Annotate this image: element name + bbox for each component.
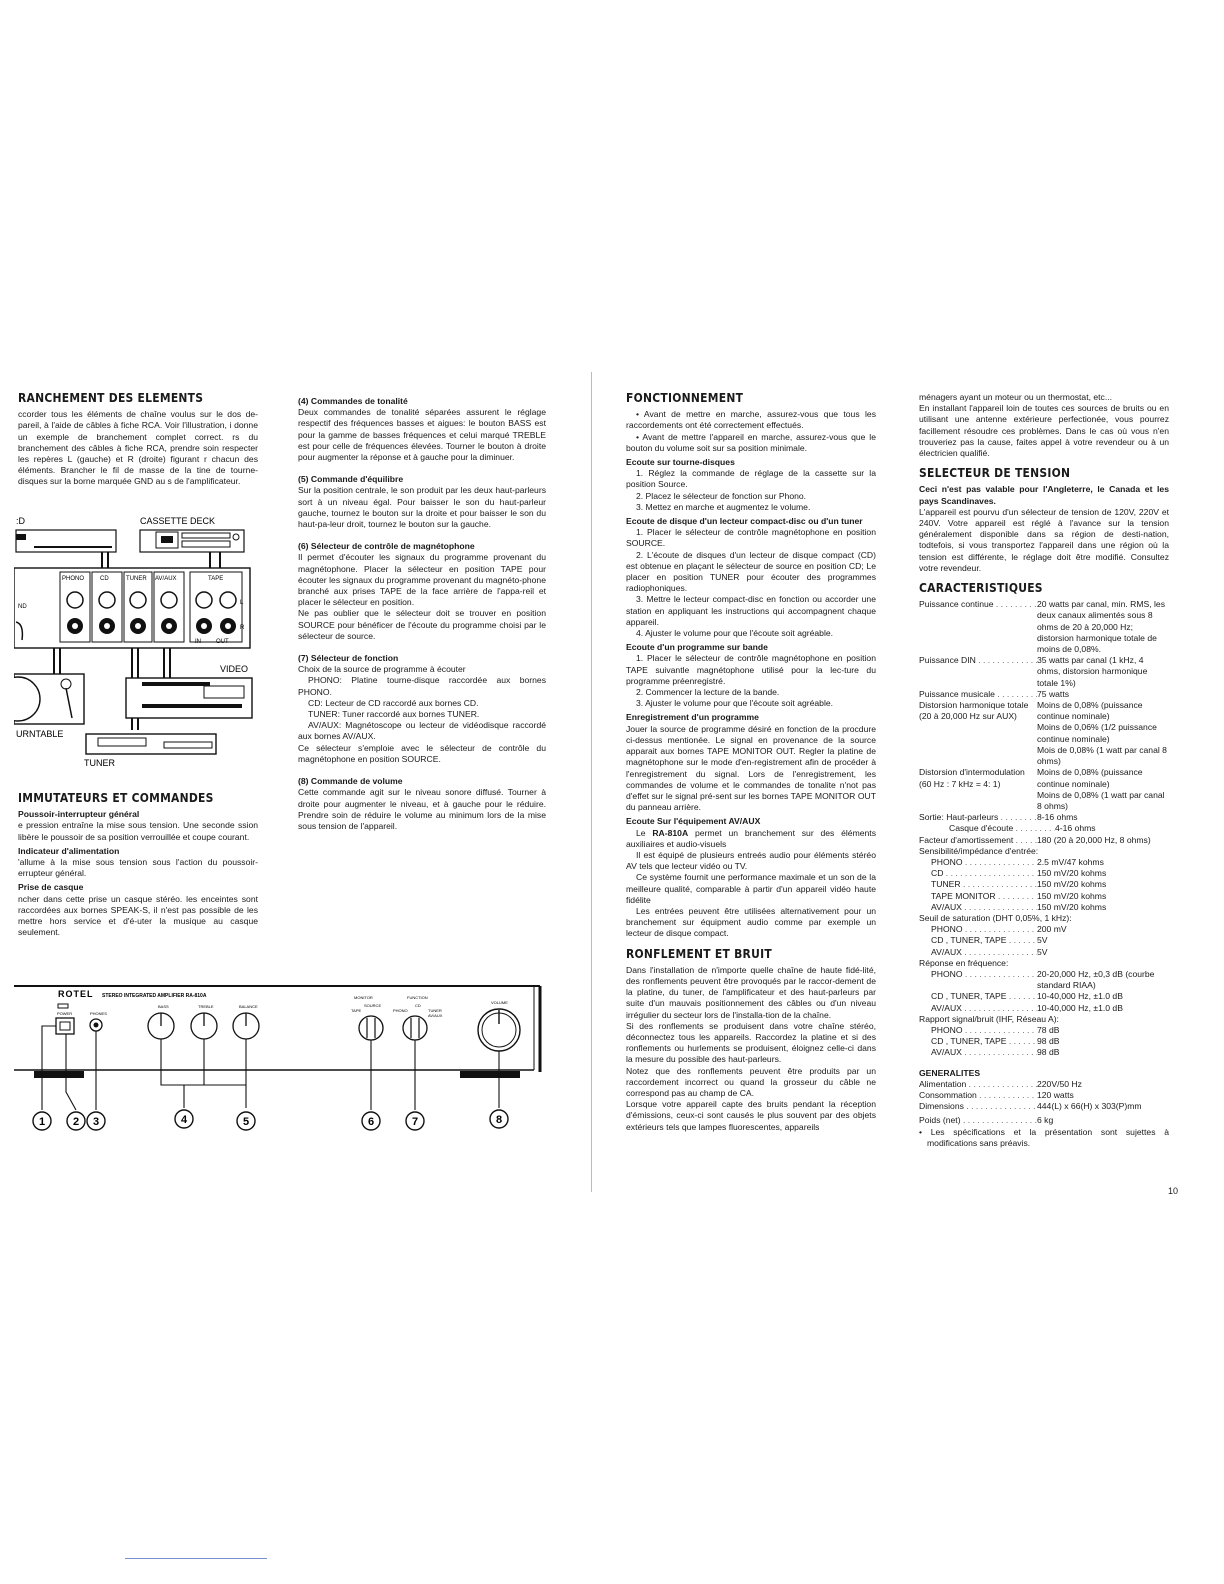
- spec-key: Consommation . . .: [919, 1090, 1037, 1101]
- spec-value: Moins de 0,08% (1 watt par canal 8 ohms): [1037, 789, 1165, 811]
- callout-8: 8: [495, 1114, 503, 1126]
- step: 1. Réglez la commande de réglage de la cassette sur la position Source.: [626, 468, 876, 490]
- source-label: SOURCE: [364, 1003, 382, 1008]
- ronflement-p3: Notez que des ronflements peuvent être produits par un raccordement incorrect ou quand la grosseur du câble ne correspond pas au champ de CA.: [626, 1065, 876, 1098]
- spec-key-block: [919, 767, 1037, 812]
- spec-row: [919, 1047, 1169, 1058]
- spec-row: [919, 1025, 1169, 1036]
- spec-key: Poids (net) . . .: [919, 1115, 1037, 1126]
- step: 1. Placer le sélecteur de contrôle magnétophone en position SOURCE.: [626, 527, 876, 549]
- callout-2: 2: [72, 1116, 80, 1128]
- spec-value: 5V: [1037, 946, 1048, 957]
- spec-key: AV/AUX . . .: [919, 947, 1037, 958]
- poussoir-text: e pression entraîne la mise sous tension. Une seconde ssion libère le poussoir de sa position verrouillée et coupe courant.: [18, 820, 258, 842]
- fonctionnement-column: [626, 392, 876, 1133]
- spec-key-block: [919, 700, 1037, 767]
- monitor-label: MONITOR: [354, 995, 373, 1000]
- spec-row: [919, 1003, 1169, 1014]
- spec-group-title: Rapport signal/bruit (IHF, Réseau A):: [919, 1013, 1059, 1024]
- spec-row: [919, 599, 1169, 655]
- spec-value: 150 mV/20 kohms: [1037, 879, 1107, 890]
- spec-key: PHONO . . .: [919, 969, 1037, 991]
- spec-value: 2.5 mV/47 kohms: [1037, 856, 1104, 867]
- seuil-list: [919, 924, 1169, 958]
- text: Le: [636, 827, 653, 838]
- phono-jack-label: PHONO: [62, 576, 85, 582]
- turntable-label: URNTABLE: [16, 729, 64, 739]
- spec-value: 5V: [1037, 935, 1048, 946]
- tape-jack-label: TAPE: [208, 576, 224, 582]
- tension-note: Ceci n'est pas valable pour l'Angleterre, le Canada et les pays Scandinaves.: [919, 484, 1169, 506]
- spec-row: [919, 689, 1169, 700]
- spec-row: [919, 812, 1169, 823]
- footer-line: [125, 1558, 267, 1559]
- connection-diagram: [14, 512, 254, 774]
- cd-label: :D: [16, 516, 25, 526]
- ronflement-p4: Lorsque votre appareil capte des bruits pendant la réception d'émissions, ceux-ci sont causés le plus souvent par des objets extérieurs tels que lampes fluorescentes, appareils: [626, 1099, 876, 1132]
- spec-group-title: Seuil de saturation (DHT 0,05%, 1 kHz):: [919, 912, 1072, 923]
- spec-key: (60 Hz : 7 kHz = 4: 1): [919, 778, 1001, 789]
- cd-jack-label: CD: [100, 576, 109, 582]
- front-panel-diagram: [14, 982, 544, 1132]
- magneto-title: (6) Sélecteur de contrôle de magnétophone: [298, 541, 475, 552]
- volume-label: VOLUME: [491, 1000, 508, 1005]
- page-number: 10: [1168, 1186, 1179, 1196]
- fonction-note: Ce sélecteur s'emploie avec le sélecteur de contrôle du magnétophone en position SOURCE.: [298, 742, 546, 764]
- spec-value-block: [1037, 700, 1169, 767]
- spec-value: 20-20,000 Hz, ±0,3 dB (courbe standard RIAA): [1037, 968, 1155, 991]
- spec-row: [919, 655, 1169, 689]
- step: 2. Placez le sélecteur de fonction sur Phono.: [636, 490, 807, 501]
- spec-value: 4-16 ohms: [1055, 823, 1096, 834]
- spec-key: (20 à 20,000 Hz sur AUX): [919, 711, 1017, 722]
- spec-value: Moins de 0,08% (puissance continue nominale): [1037, 700, 1143, 722]
- spec-row: [919, 1090, 1169, 1101]
- model-name: RA-810A: [652, 827, 689, 838]
- spec-key: TUNER . . .: [919, 879, 1037, 890]
- tension-text: L'appareil est pourvu d'un sélecteur de tension de 120V, 220V et 240V. Votre appareil est réglé à l'avance sur la tension généralement disponible dans sa région de desti-nation, todtefois, si vous transportez l'appareil dans une région où la tension est différente, le réglage doit être modifié. Consultez votre revendeur.: [919, 506, 1169, 573]
- avaux-jack-label: AV/AUX: [155, 576, 177, 582]
- spec-value: 180 (20 à 20,000 Hz, 8 ohms): [1037, 834, 1151, 845]
- fonction-intro: Choix de la source de programme à écouter: [298, 664, 466, 675]
- spec-value: 444(L) x 66(H) x 303(P)mm: [1037, 1101, 1142, 1112]
- spec-row: [919, 700, 1169, 767]
- sub-tourne-disques: Ecoute sur tourne-disques: [626, 457, 735, 468]
- spec-row: [919, 1079, 1169, 1090]
- ronflement-p2: Si des ronflements se produisent dans votre chaîne stéréo, déconnectez tous les appareils. Raccordez la platine et si des ronflements ou hurlements se produisent, éloignez celle-ci dans la mesure du possible des haut-parleurs.: [626, 1020, 876, 1065]
- spec-row: [919, 868, 1169, 879]
- callout-5: 5: [242, 1116, 250, 1128]
- spec-key: Distorsion harmonique totale: [919, 700, 1029, 711]
- spec-row: [919, 1101, 1169, 1112]
- spec-value: 10-40,000 Hz, ±1.0 dB: [1037, 991, 1123, 1002]
- spec-key: PHONO . . .: [919, 1025, 1037, 1036]
- callout-4: 4: [180, 1114, 188, 1126]
- l-label: L: [240, 600, 244, 606]
- commutateurs-title: IMMUTATEURS ET COMMANDES: [18, 790, 214, 805]
- bullet-1: • Avant de mettre en marche, assurez-vous que tous les raccordements ont été correctement effectués.: [626, 409, 876, 431]
- spec-value-block: [1037, 767, 1169, 812]
- out-label: OUT: [216, 639, 229, 645]
- callout-7: 7: [411, 1116, 419, 1128]
- ronflement-p1: Dans l'installation de n'importe quelle chaîne de haute fidé-lité, des ronflements peuvent être provoqués par le raccor-dement de la platine, du tuner, de l'amplificateur et des haut-parleurs par suite d'un mauvais positionnement des câbles ou d'un niveau irrégulier du secteur lors de l'installa-tion de la chaîne.: [626, 964, 876, 1020]
- in-label: IN: [195, 639, 201, 645]
- spec-key: AV/AUX . . .: [919, 902, 1037, 913]
- fonction-avaux: AV/AUX: Magnétoscope ou lecteur de vidéodisque raccordé aux bornes AV/AUX.: [298, 720, 546, 742]
- fonction-phono: PHONO: Platine tourne-disque raccordée aux bornes PHONO.: [298, 675, 546, 697]
- spec-row: [919, 924, 1169, 935]
- spec-value: 75 watts: [1037, 688, 1070, 699]
- spec-group-title: Sensibilité/impédance d'entrée:: [919, 845, 1039, 856]
- spec-row: [919, 969, 1169, 991]
- spec-row: [919, 1115, 1169, 1126]
- spec-group-title: Réponse en fréquence:: [919, 957, 1009, 968]
- balance-label: BALANCE: [239, 1004, 258, 1009]
- spec-value: 150 mV/20 kohms: [1037, 890, 1107, 901]
- callout-1: 1: [38, 1116, 46, 1128]
- avaux-p3: Ce système fournit une performance maximale et un son de la meilleure qualité, comparable à partir d'un appareil vidéo haute fidélite: [626, 872, 876, 905]
- spec-value: 8-16 ohms: [1037, 812, 1078, 823]
- spec-value: 150 mV/20 kohms: [1037, 868, 1107, 879]
- monitor-knob: [359, 1016, 383, 1040]
- sensibilite-list: [919, 857, 1169, 913]
- r-label: R: [240, 625, 245, 631]
- cd-sw-label: CD: [415, 1003, 421, 1008]
- magneto-text1: Il permet d'écouter les signaux du programme provenant du magnétophone. Placer la sélecteur en position TAPE pour écouter les signaux du programme provenant du magnéto-phone branché aux prises TAPE de la face arrière de l'appa-reil et placer le sélecteur en position.: [298, 552, 546, 608]
- branchement-title: RANCHEMENT DES ELEMENTS: [18, 390, 204, 405]
- spec-value: 35 watts par canal (1 kHz, 4 ohms, distorsion harmonique totale 1%): [1037, 655, 1148, 688]
- spec-row: [919, 902, 1169, 913]
- step: 3. Ajuster le volume pour que l'écoute soit agréable.: [636, 698, 834, 709]
- page-gutter: [591, 372, 592, 1192]
- spec-value: 10-40,000 Hz, ±1.0 dB: [1037, 1002, 1123, 1013]
- step: 1. Placer le sélecteur de contrôle magnétophone en position TAPE suivantle magnétophone utilisé pour la lec-ture du programme préenregistré.: [626, 653, 876, 686]
- spec-value: 120 watts: [1037, 1089, 1074, 1100]
- spec-row: [919, 891, 1169, 902]
- branchement-section: [18, 392, 258, 488]
- spec-note: • Les spécifications et la présentation sont sujettes à modifications sans préavis.: [919, 1126, 1169, 1148]
- fonction-cd: CD: Lecteur de CD raccordé aux bornes CD.: [308, 697, 479, 708]
- fonction-tuner: TUNER: Tuner raccordé aux bornes TUNER.: [308, 709, 480, 720]
- phones-label: PHONES: [90, 1011, 107, 1016]
- spec-key: TAPE MONITOR . . .: [919, 891, 1037, 902]
- spec-key: AV/AUX . . .: [919, 1047, 1037, 1058]
- step: 3. Mettez en marche et augmentez le volume.: [636, 501, 811, 512]
- spec-key: Puissance continue . . .: [919, 599, 1037, 655]
- spec-key: PHONO . . .: [919, 924, 1037, 935]
- function-label: FUNCTION: [407, 995, 428, 1000]
- spec-key: Sortie: Haut-parleurs . . .: [919, 812, 1037, 823]
- spec-row: [919, 879, 1169, 890]
- spec-key: Facteur d'amortissement . . .: [919, 835, 1037, 846]
- sub-casque: Prise de casque: [18, 882, 84, 893]
- spec-row: [919, 767, 1169, 812]
- text: permet un branchement sur des éléments auxiliaires et audio-visuels: [626, 827, 876, 849]
- tonalite-title: (4) Commandes de tonalité: [298, 396, 408, 406]
- spec-row: [919, 835, 1169, 846]
- bullet-2: • Avant de mettre l'appareil en marche, assurez-vous que le bouton du volume soit sur sa position minimale.: [626, 431, 876, 453]
- commandes-column: [298, 393, 546, 832]
- volume-title: (8) Commande de volume: [298, 776, 403, 787]
- spec-value: 78 dB: [1037, 1024, 1060, 1035]
- spec-key: Casque d'écoute . . .: [919, 823, 1055, 834]
- function-knob: [403, 1016, 427, 1040]
- tuner-jack-label: TUNER: [126, 576, 147, 582]
- power-label: POWER: [57, 1011, 73, 1016]
- spec-key: AV/AUX . . .: [919, 1003, 1037, 1014]
- ronflement-title: RONFLEMENT ET BRUIT: [626, 945, 772, 961]
- spec-value: 6 kg: [1037, 1115, 1054, 1126]
- spec-key: Dimensions . . .: [919, 1101, 1037, 1112]
- phono-sw-label: PHONO: [393, 1008, 408, 1013]
- spec-key: CD , TUNER, TAPE . . .: [919, 1036, 1037, 1047]
- commutateurs-section: [18, 792, 258, 938]
- equilibre-text: Sur la position centrale, le son produit par les deux haut-parleurs sort à un niveau égal. Pour baisser le son du haut-parleur gauche, tournez le bouton sur la droite et pour baisser le son du haut-pa-leur droit, tournez le bouton sur la gauche.: [298, 485, 546, 530]
- spec-row: [919, 935, 1169, 946]
- spec-key: Distorsion d'intermodulation: [919, 767, 1025, 778]
- avaux-p4: Les entrées peuvent être utilisées alternativement pour un branchement sur équipment audio comme par exemple un lecteur de disque compact.: [626, 905, 876, 939]
- tuner-sw-label: TUNER: [428, 1008, 442, 1013]
- brand-logo: ROTEL: [58, 989, 94, 999]
- bass-label: BASS: [158, 1004, 169, 1009]
- rapport-list: [919, 1025, 1169, 1059]
- spec-value: 98 dB: [1037, 1047, 1060, 1058]
- ronflement-p5: ménagers ayant un moteur ou un thermostat, etc...: [919, 392, 1112, 402]
- spec-value: 200 mV: [1037, 924, 1067, 935]
- spec-key: CD , TUNER, TAPE . . .: [919, 935, 1037, 946]
- magneto-text2: Ne pas oublier que le sélecteur doit se trouver en position SOURCE pour bénéficer de l'écoute du programme choisi par le sélecteur de source.: [298, 608, 546, 641]
- fonction-title: (7) Sélecteur de fonction: [298, 653, 399, 664]
- spec-key: PHONO . . .: [919, 857, 1037, 868]
- spec-key: Puissance musicale . . .: [919, 689, 1037, 700]
- branchement-text: ccorder tous les éléments de chaîne voulus sur le dos de-pareil, à l'aide de câbles à fiche RCA. Voir l'illustration, i donne un exemple de branchement complet correct. rs du branchement des câbles à fiche RCA, prendre soin respecter les repères L (gauche) et R (droite) figurant r chacun des éléments. Brancher le fil de masse de la tine de tourne-disques sur la borne marquée GND au s de l'amplificateur.: [18, 409, 258, 487]
- sub-compact-disc: Ecoute de disque d'un lecteur compact-disc ou d'un tuner: [626, 516, 863, 527]
- caracteristiques-title: CARACTERISTIQUES: [919, 580, 1043, 596]
- casque-text: ncher dans cette prise un casque stéréo. les enceintes sont raccordées aux bornes SPEAK-S, il n'est pas possible de les mettre hors service et d'é-uter la musique au casque seulement.: [18, 893, 258, 938]
- spec-key: CD , TUNER, TAPE . . .: [919, 991, 1037, 1002]
- specs-column: [919, 392, 1169, 1149]
- step: 3. Mettre le lecteur compact-disc en fonction ou accorder une station en appliquant les instructions qui accompagnent chaque appareil.: [626, 594, 876, 627]
- equilibre-title: (5) Commande d'équilibre: [298, 474, 404, 485]
- sub-poussoir: Poussoir-interrupteur général: [18, 809, 140, 820]
- treble-label: TREBLE: [198, 1004, 214, 1009]
- video-label: VIDEO: [220, 664, 249, 674]
- avaux-p1: [626, 828, 876, 850]
- spec-row: [919, 1036, 1169, 1047]
- spec-key: Puissance DIN . . .: [919, 655, 1037, 689]
- tuner-label: TUNER: [84, 758, 115, 768]
- spec-value: 220V/50 Hz: [1037, 1078, 1082, 1089]
- generalites-title: GENERALITES: [919, 1067, 981, 1078]
- sub-bande: Ecoute d'un programme sur bande: [626, 642, 768, 653]
- spec-value: Moins de 0,08% (puissance continue nominale): [1037, 767, 1143, 789]
- gnd-label: ND: [18, 604, 27, 610]
- callout-6: 6: [367, 1116, 375, 1128]
- spec-key: Alimentation . . .: [919, 1079, 1037, 1090]
- spec-key: CD . . .: [919, 868, 1037, 879]
- avaux-sw-label: AV/AUX: [428, 1013, 443, 1018]
- sub-avaux: Ecoute Sur l'équipement AV/AUX: [626, 816, 761, 827]
- volume-text: Cette commande agit sur le niveau sonore diffusé. Tourner à droite pour augmenter le niveau, et à gauche pour le réduire. Prendre soin de réduire le volume au minimum lors de la mise sous tension de l'appareil.: [298, 787, 546, 831]
- indicateur-text: 'allume à la mise sous tension sous l'action du poussoir-errupteur général.: [18, 857, 258, 879]
- avaux-p2: Il est équipé de plusieurs entreés audio pour éléments stéréo AV tels que lecteur vidéo ou TV.: [626, 849, 876, 872]
- spec-value: Moins de 0,06% (1/2 puissance continue nominale): [1037, 722, 1157, 744]
- sub-indicateur: Indicateur d'alimentation: [18, 845, 120, 856]
- sub-enregistrement: Enregistrement d'un programme: [626, 712, 759, 723]
- spec-value: 20 watts par canal, min. RMS, les deux canaux alimentés sous 8 ohms de 20 à 20,000 Hz; distorsion harmonique totale de moins de 0,08%.: [1037, 599, 1165, 655]
- tension-title: SELECTEUR DE TENSION: [919, 465, 1071, 481]
- spec-row: [919, 823, 1169, 834]
- spec-value: 98 dB: [1037, 1036, 1060, 1047]
- ronflement-p6: En installant l'appareil loin de toutes ces sources de bruits ou en utilisant une antenne extérieure perfectionée, vous pourrez facillement résoudre ces problèmes. Dans le cas où vous n'en trouveriez pas la cause, faites appel à votre revendeur ou à un électricien qualifié.: [919, 403, 1169, 459]
- spec-row: [919, 991, 1169, 1002]
- cd-player-icon: [16, 530, 116, 552]
- step: 2. Commencer la lecture de la bande.: [636, 687, 780, 698]
- spec-value: Mois de 0,08% (1 watt par canal 8 ohms): [1037, 744, 1167, 767]
- callout-3: 3: [92, 1116, 100, 1128]
- enregistrement-text: Jouer la source de programme désiré en fonction de la procdure ci-dessus mentionée. Le signal en provenance de la source apparait aux bornes TAPE MONITOR OUT. Regler la platine de magnétophone sur le mode d'en-registrement afin de procéder à l'enregistrement du signal. Lors de l'enregistrement, les commandes de volume et le commandes de tonalite n'not pas d'effet sur le signal pré-sent sur les bornes TAPE MONITOR OUT du panneau arrière.: [626, 723, 876, 813]
- spec-value: 150 mV/20 kohms: [1037, 901, 1107, 912]
- tonalite-text: Deux commandes de tonalité séparées assurent le réglage respectif des fréquences basses et aigues: le bouton BASS est pour la gamme de basses fréquences et celui marqué TREBLE est pour celle de fréquences élevées. Tourner le bouton à droite pour augmenter la réponse et à gauche pour la diminuer.: [298, 407, 546, 463]
- tape-sw-label: TAPE: [351, 1008, 362, 1013]
- model-label: STEREO INTEGRATED AMPLIFIER RA-810A: [102, 993, 207, 999]
- cassette-label: CASSETTE DECK: [140, 516, 216, 526]
- step: 2. L'écoute de disques d'un lecteur de disque compact (CD) est obtenue en plaçant le sélecteur de source en position CD; Le placer en position TUNER pour écouter des programmes radiophoniques.: [626, 549, 876, 594]
- fonctionnement-title: FONCTIONNEMENT: [626, 390, 744, 405]
- spec-row: [919, 857, 1169, 868]
- step: 4. Ajuster le volume pour que l'écoute soit agréable.: [636, 628, 834, 639]
- spec-row: [919, 947, 1169, 958]
